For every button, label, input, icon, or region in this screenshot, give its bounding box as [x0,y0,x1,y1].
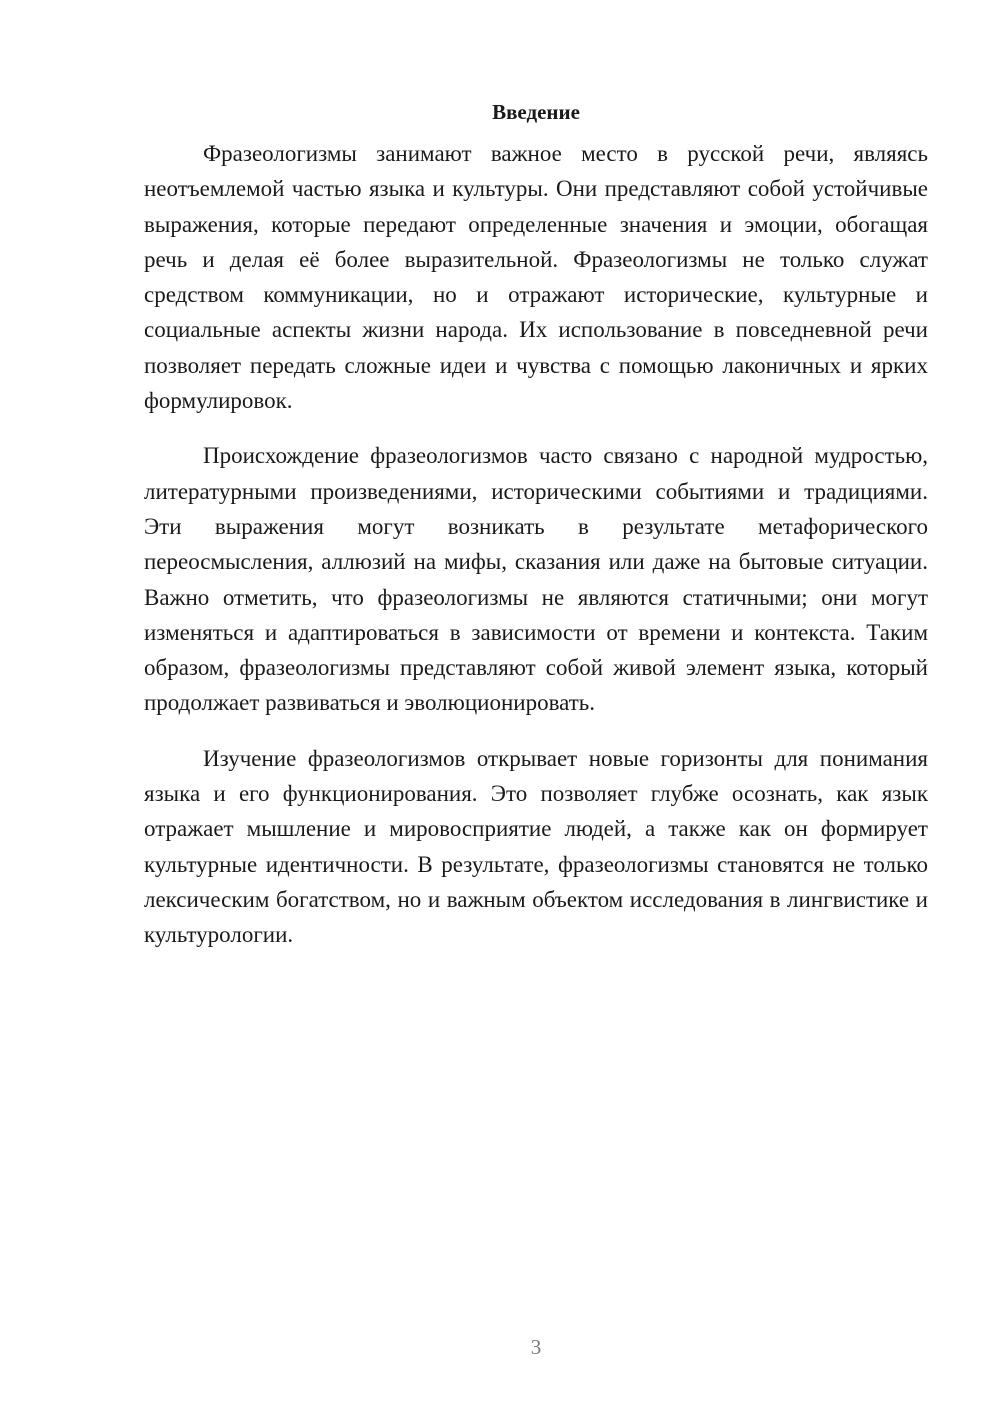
document-heading: Введение [492,100,580,124]
document-page [144,96,928,953]
paragraph-study: Изучение фразеологизмов открывает новые горизонты для понимания языка и его функционирования. Это позволяет глубже осознать, как язык отражает мышление и мировосприятие людей, а также как он формирует культурные идентичности. В результате, фразеологизмы становятся не только лексическим богатством, но и важным объектом исследования в лингвистике и культурологии. [144,745,928,948]
page-number: 3 [530,1335,542,1359]
paragraph-origin: Происхождение фразеологизмов часто связано с народной мудростью, литературными произведениями, историческими событиями и традициями. Эти выражения могут возникать в результате метафорического переосмысления, аллюзий на мифы, сказания или даже на бытовые ситуации. Важно отметить, что фразеологизмы не являются статичными; они могут изменяться и адаптироваться в зависимости от времени и контекста. Таким образом, фразеологизмы представляют собой живой элемент языка, который продолжает развиваться и эволюционировать. [144,443,928,716]
paragraph-intro: Фразеологизмы занимают важное место в русской речи, являясь неотъемлемой частью языка и культуры. Они представляют собой устойчивые выражения, которые передают определенные значения и эмоции, обогащая речь и делая её более выразительной. Фразеологизмы не только служат средством коммуникации, но и отражают исторические, культурные и социальные аспекты жизни народа. Их использование в повседневной речи позволяет передать сложные идеи и чувства с помощью лаконичных и ярких формулировок. [144,141,928,414]
